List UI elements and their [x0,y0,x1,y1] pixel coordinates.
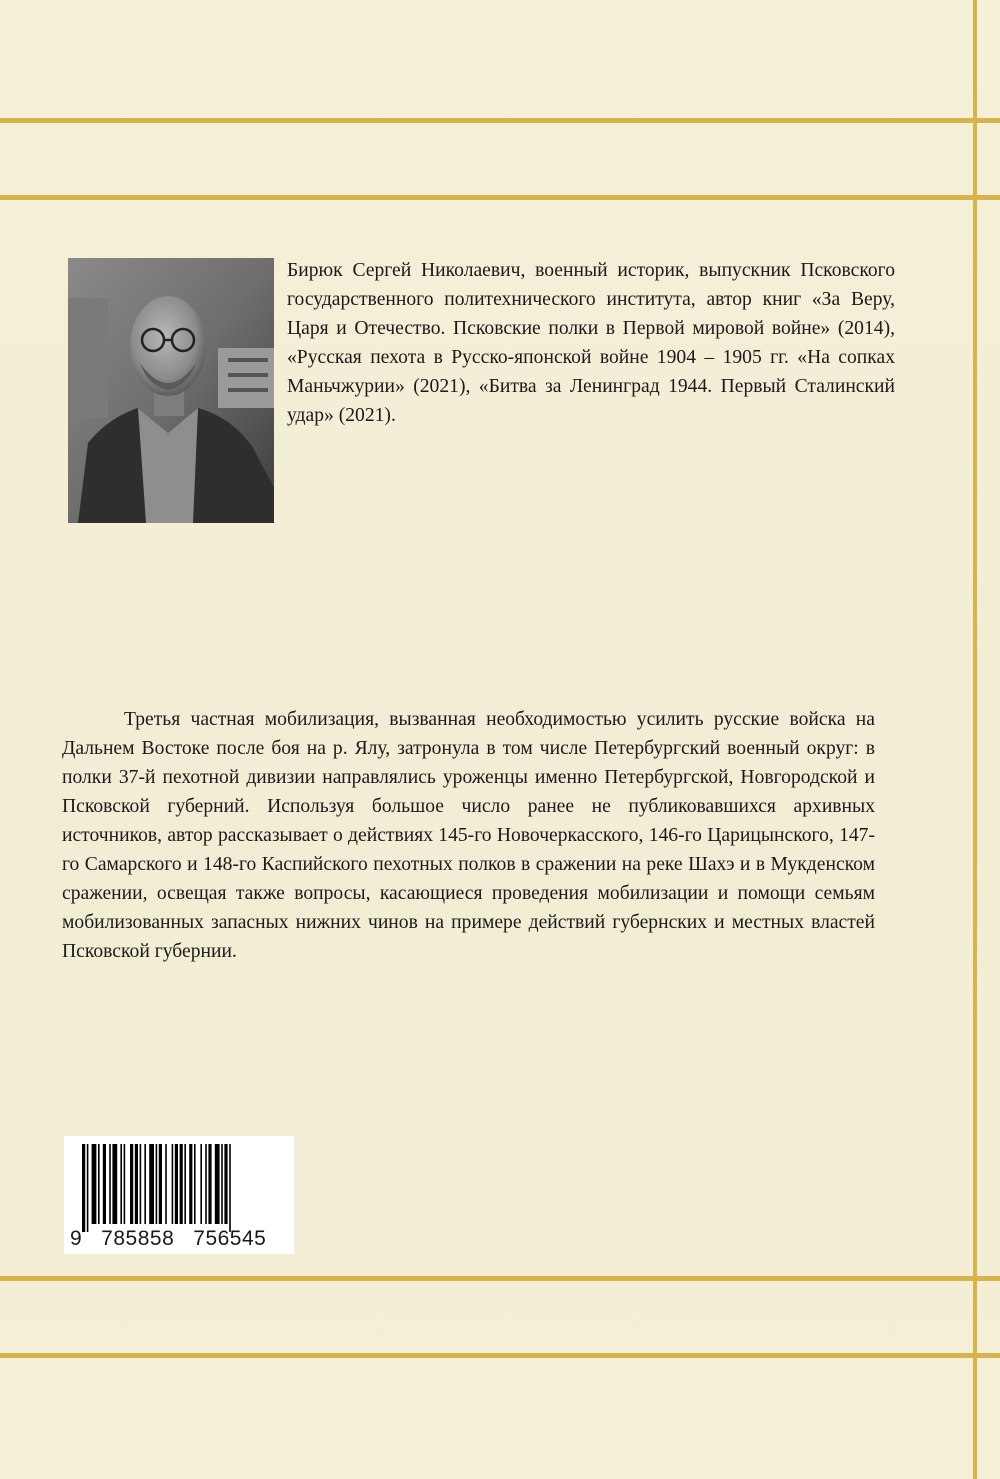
barcode-bar [144,1144,146,1224]
barcode-bar [200,1144,202,1224]
barcode-bar [124,1144,126,1224]
author-portrait-icon [68,258,274,523]
barcode-bar [224,1144,227,1224]
barcode-bar [140,1144,142,1224]
bottom-rule-2 [0,1353,1000,1358]
author-bio: Бирюк Сергей Николаевич, военный историк, выпускник Псковского государственного политехнического института, автор книг «За Веру, Царя и Отечество. Псковские полки в Первой мировой войне» (2014), «Русская пехота в Русско-японской войне 1904 – 1905 гг. «На сопках Маньчжурии» (2021), «Битва за Ленинград 1944. Первый Сталинский удар» (2021). [287,260,895,426]
barcode-bar [184,1144,186,1224]
top-rule-1 [0,118,1000,123]
author-photo [68,258,274,523]
barcode-bar [180,1144,183,1224]
spine-rule [973,0,977,1479]
barcode-bar [109,1144,111,1224]
barcode-bar [215,1144,220,1224]
barcode-bar [149,1144,154,1224]
top-rule-2 [0,195,1000,200]
barcode-bar [229,1144,231,1232]
barcode-bar [221,1144,223,1224]
isbn-barcode [64,1136,294,1254]
isbn-digits: 9 785858 756545 [70,1227,267,1250]
barcode-bar [194,1144,196,1224]
barcode-bar [112,1144,117,1224]
barcode-bar [208,1144,211,1224]
book-annotation: Третья частная мобилизация, вызванная необходимостью усилить русские войска на Дальнем Востоке после боя на р. Ялу, затронула в том числе Петербургский военный округ: в полки 37-й пехотной дивизии направлялись уроженцы именно Петербургской, Новгородской и Псковской губерний. Используя большое число ранее не публиковавшихся архивных источников, автор рассказывает о действиях 145-го Новочеркасского, 146-го Царицынского, 147-го Самарского и 148-го Каспийского пехотных полков в сражении на реке Шахэ и в Мукденском сражении, освещая также вопросы, касающиеся проведения мобилизации и помощи семьям мобилизованных запасных нижних чинов на примере действий губернских и местных властей Псковской губернии. [62,709,875,962]
barcode-bar [92,1144,97,1224]
barcode-bar [205,1144,207,1224]
barcode-bar [159,1144,162,1224]
barcode-bar [172,1144,174,1224]
barcode-bar [82,1144,85,1232]
barcode-bar [98,1144,100,1224]
barcode-bar [135,1144,138,1224]
barcode-bar [189,1144,192,1224]
barcode-bar [87,1144,89,1232]
barcode-bar [103,1144,106,1224]
barcode-bar [156,1144,158,1224]
barcode-bar [165,1144,167,1224]
barcode-bar [175,1144,178,1224]
barcode-bar [120,1144,122,1224]
barcode-bar [130,1144,133,1224]
bottom-rule-1 [0,1276,1000,1281]
